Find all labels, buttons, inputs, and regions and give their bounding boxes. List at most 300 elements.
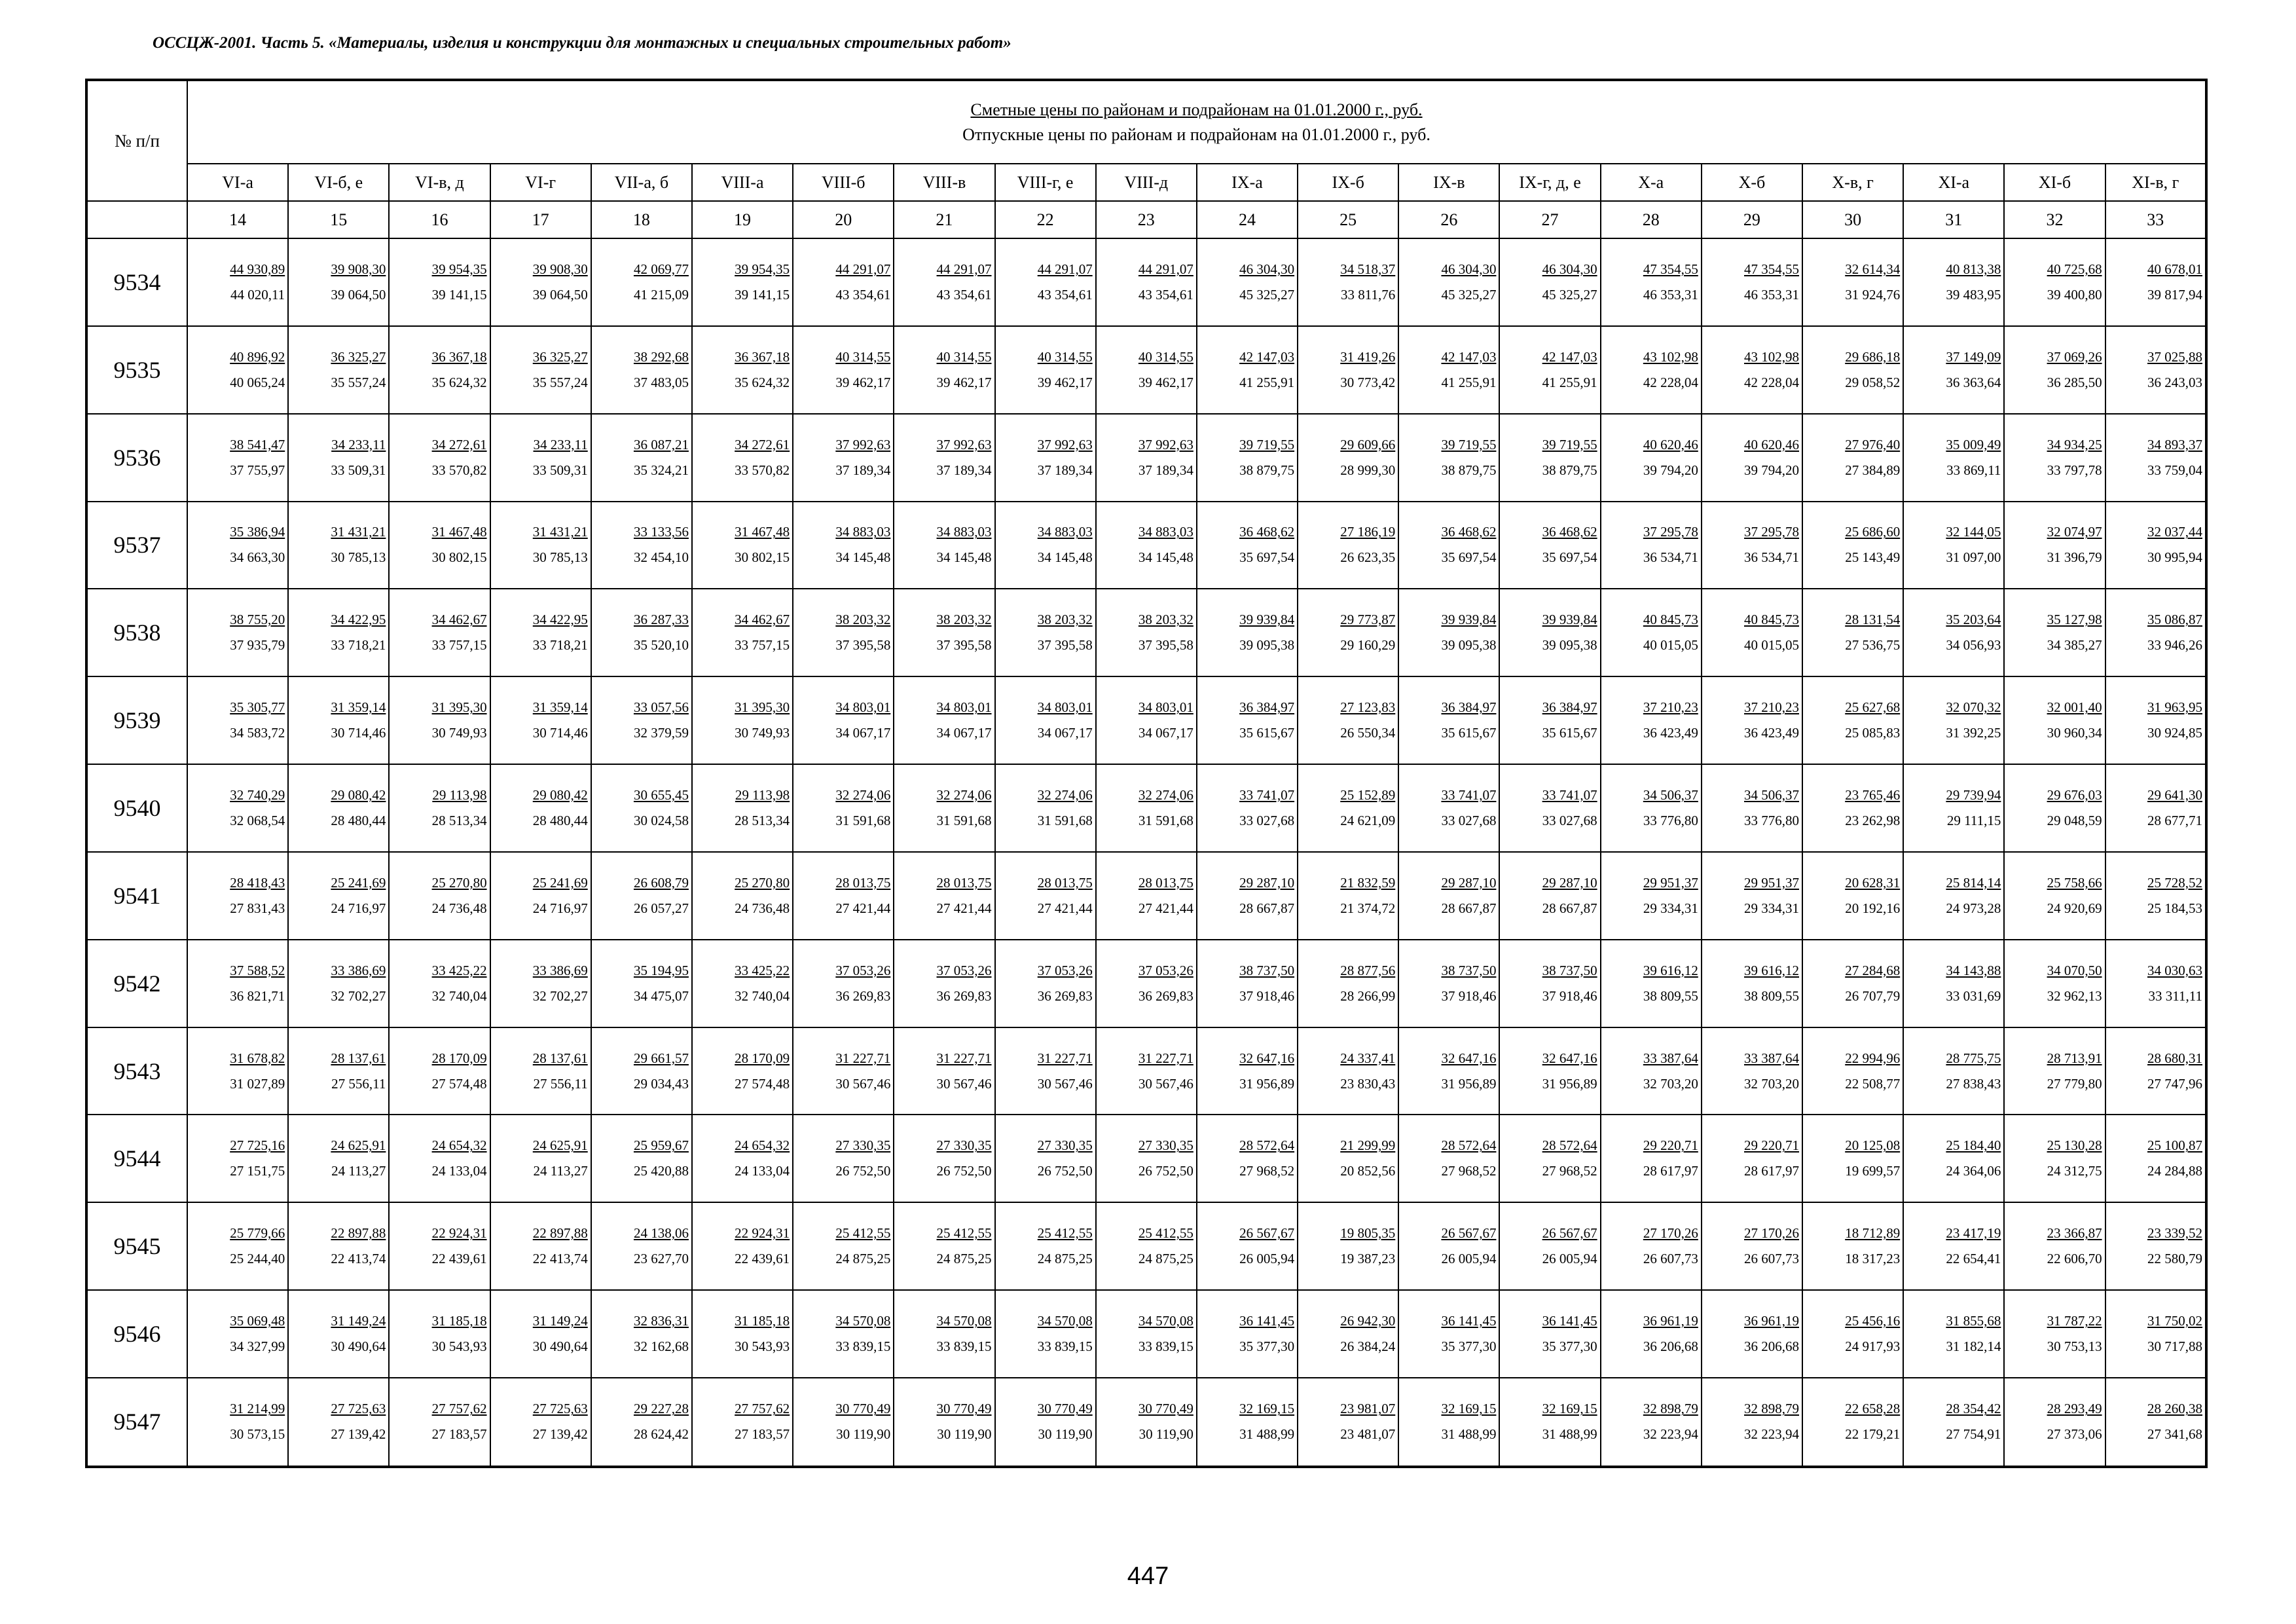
column-number: 20	[793, 201, 894, 238]
table-row	[86, 1027, 2206, 1115]
price-cell	[1903, 1027, 2004, 1115]
price-cell	[1298, 1027, 1398, 1115]
otpusknaya-price: 27 373,06	[2047, 1426, 2102, 1443]
price-cell	[490, 589, 591, 676]
otpusknaya-price: 36 243,03	[2147, 374, 2202, 390]
price-cell	[187, 676, 288, 764]
price-cell	[894, 940, 994, 1027]
smetnaya-price: 28 572,64	[1239, 1137, 1295, 1154]
price-cell	[2004, 414, 2105, 502]
otpusknaya-price: 27 421,44	[835, 900, 891, 916]
table-row	[86, 414, 2206, 502]
price-cell	[1298, 326, 1398, 414]
price-cell	[2105, 326, 2206, 414]
smetnaya-price: 22 897,88	[331, 1225, 386, 1242]
region-header: VI-а	[187, 164, 288, 201]
price-cell	[1802, 589, 1903, 676]
price-cell	[591, 676, 692, 764]
otpusknaya-price: 26 005,94	[1441, 1251, 1497, 1267]
table-row	[86, 1290, 2206, 1378]
smetnaya-price: 29 661,57	[633, 1050, 689, 1066]
price-cell	[1398, 852, 1499, 940]
region-header: XI-б	[2004, 164, 2105, 201]
smetnaya-price: 33 425,22	[735, 962, 790, 978]
otpusknaya-price: 35 624,32	[431, 374, 487, 390]
otpusknaya-price: 33 509,31	[532, 462, 588, 478]
otpusknaya-price: 27 139,42	[331, 1426, 386, 1443]
price-cell	[1802, 1115, 1903, 1202]
column-number: 24	[1197, 201, 1298, 238]
price-cell	[2004, 1027, 2105, 1115]
smetnaya-price: 18 712,89	[1845, 1225, 1901, 1242]
price-cell	[1903, 1115, 2004, 1202]
price-cell	[1903, 940, 2004, 1027]
price-cell	[1197, 764, 1298, 852]
otpusknaya-price: 26 057,27	[633, 900, 689, 916]
price-cell	[995, 940, 1096, 1027]
column-number: 27	[1499, 201, 1600, 238]
region-header: IX-г, д, е	[1499, 164, 1600, 201]
otpusknaya-price: 30 749,93	[431, 725, 487, 741]
row-id: 9535	[86, 326, 187, 414]
smetnaya-price: 32 740,29	[230, 786, 285, 803]
price-cell	[894, 1027, 994, 1115]
price-cell	[995, 1378, 1096, 1467]
smetnaya-price: 37 295,78	[1643, 524, 1698, 540]
price-cell	[591, 1027, 692, 1115]
price-cell	[389, 764, 490, 852]
otpusknaya-price: 35 557,24	[532, 374, 588, 390]
price-cell	[2105, 940, 2206, 1027]
price-cell	[793, 1202, 894, 1290]
otpusknaya-price: 34 067,17	[936, 725, 992, 741]
smetnaya-price: 29 641,30	[2147, 786, 2202, 803]
otpusknaya-price: 24 875,25	[835, 1251, 891, 1267]
otpusknaya-price: 25 085,83	[1845, 725, 1901, 741]
price-cell	[1398, 1290, 1499, 1378]
smetnaya-price: 29 739,94	[1946, 786, 2001, 803]
price-cell	[995, 1115, 1096, 1202]
smetnaya-price: 40 896,92	[230, 348, 285, 365]
otpusknaya-price: 35 377,30	[1542, 1338, 1597, 1355]
price-cell	[1903, 676, 2004, 764]
otpusknaya-price: 27 183,57	[431, 1426, 487, 1443]
smetnaya-price: 33 387,64	[1744, 1050, 1799, 1066]
otpusknaya-price: 30 573,15	[230, 1426, 285, 1443]
smetnaya-price: 44 291,07	[1037, 261, 1093, 277]
price-cell	[288, 502, 389, 589]
price-cell	[2105, 1378, 2206, 1467]
price-cell	[1298, 1378, 1398, 1467]
price-cell	[2105, 1202, 2206, 1290]
smetnaya-price: 34 233,11	[533, 436, 588, 452]
price-cell	[692, 1202, 793, 1290]
price-cell	[1702, 1290, 1802, 1378]
smetnaya-price: 44 930,89	[230, 261, 285, 277]
price-cell	[1702, 764, 1802, 852]
smetnaya-price: 27 123,83	[1340, 699, 1396, 716]
price-cell	[793, 326, 894, 414]
otpusknaya-price: 34 663,30	[230, 549, 285, 566]
otpusknaya-price: 34 145,48	[1037, 549, 1093, 566]
otpusknaya-price: 31 182,14	[1946, 1338, 2001, 1355]
smetnaya-price: 22 994,96	[1845, 1050, 1901, 1066]
smetnaya-price: 32 274,06	[1037, 786, 1093, 803]
page-number: 447	[1127, 1562, 1169, 1590]
smetnaya-price: 40 845,73	[1643, 612, 1698, 628]
otpusknaya-price: 35 697,54	[1441, 549, 1497, 566]
price-cell	[1903, 1290, 2004, 1378]
price-cell	[1802, 502, 1903, 589]
region-header: IX-а	[1197, 164, 1298, 201]
smetnaya-price: 22 924,31	[735, 1225, 790, 1242]
price-cell	[490, 1290, 591, 1378]
price-cell	[1601, 1290, 1702, 1378]
price-cell	[793, 676, 894, 764]
otpusknaya-price: 27 139,42	[532, 1426, 588, 1443]
smetnaya-price: 26 608,79	[633, 874, 689, 891]
otpusknaya-price: 28 677,71	[2147, 812, 2202, 828]
otpusknaya-price: 33 570,82	[431, 462, 487, 478]
smetnaya-price: 34 883,03	[1138, 524, 1194, 540]
smetnaya-price: 23 981,07	[1340, 1401, 1396, 1417]
otpusknaya-price: 24 875,25	[1138, 1251, 1194, 1267]
otpusknaya-price: 33 839,15	[1037, 1338, 1093, 1355]
smetnaya-price: 36 087,21	[633, 436, 689, 452]
otpusknaya-price: 26 752,50	[1037, 1163, 1093, 1179]
otpusknaya-price: 36 534,71	[1643, 549, 1698, 566]
smetnaya-price: 32 836,31	[633, 1313, 689, 1329]
table-row	[86, 852, 2206, 940]
smetnaya-price: 43 102,98	[1744, 348, 1799, 365]
smetnaya-price: 37 053,26	[936, 962, 992, 978]
column-number: 18	[591, 201, 692, 238]
smetnaya-price: 27 725,63	[331, 1401, 386, 1417]
smetnaya-price: 28 131,54	[1845, 612, 1901, 628]
otpusknaya-price: 26 752,50	[936, 1163, 992, 1179]
price-cell	[1499, 589, 1600, 676]
otpusknaya-price: 22 654,41	[1946, 1251, 2001, 1267]
otpusknaya-price: 24 736,48	[431, 900, 487, 916]
region-header: VIII-г, е	[995, 164, 1096, 201]
otpusknaya-price: 32 703,20	[1643, 1075, 1698, 1092]
otpusknaya-price: 33 311,11	[2148, 987, 2202, 1004]
otpusknaya-price: 36 269,83	[1037, 987, 1093, 1004]
table-row	[86, 676, 2206, 764]
price-cell	[389, 676, 490, 764]
table-body	[86, 238, 2206, 1467]
smetnaya-price: 30 770,49	[936, 1401, 992, 1417]
price-cell	[1702, 238, 1802, 326]
otpusknaya-price: 29 334,31	[1744, 900, 1799, 916]
table-row	[86, 1202, 2206, 1290]
smetnaya-price: 28 170,09	[735, 1050, 790, 1066]
otpusknaya-price: 32 162,68	[633, 1338, 689, 1355]
smetnaya-price: 30 655,45	[633, 786, 689, 803]
price-cell	[1298, 502, 1398, 589]
otpusknaya-price: 37 395,58	[1037, 637, 1093, 654]
smetnaya-price: 42 147,03	[1441, 348, 1497, 365]
price-cell	[1601, 414, 1702, 502]
price-cell	[288, 238, 389, 326]
smetnaya-price: 24 138,06	[633, 1225, 689, 1242]
otpusknaya-price: 36 269,83	[936, 987, 992, 1004]
column-number: 25	[1298, 201, 1398, 238]
smetnaya-price: 31 227,71	[1138, 1050, 1194, 1066]
smetnaya-price: 38 737,50	[1239, 962, 1295, 978]
price-cell	[1096, 326, 1197, 414]
region-header: VIII-б	[793, 164, 894, 201]
smetnaya-price: 40 314,55	[1037, 348, 1093, 365]
price-cell	[894, 502, 994, 589]
row-id: 9543	[86, 1027, 187, 1115]
otpusknaya-price: 34 145,48	[936, 549, 992, 566]
otpusknaya-price: 37 918,46	[1239, 987, 1295, 1004]
otpusknaya-price: 24 716,97	[331, 900, 386, 916]
price-cell	[1197, 326, 1298, 414]
price-cell	[490, 940, 591, 1027]
otpusknaya-price: 30 802,15	[735, 549, 790, 566]
otpusknaya-price: 39 462,17	[936, 374, 992, 390]
smetnaya-price: 36 367,18	[431, 348, 487, 365]
smetnaya-price: 28 877,56	[1340, 962, 1396, 978]
price-cell	[692, 414, 793, 502]
smetnaya-price: 37 149,09	[1946, 348, 2001, 365]
smetnaya-price: 34 570,08	[1037, 1313, 1093, 1329]
smetnaya-price: 31 395,30	[735, 699, 790, 716]
smetnaya-price: 31 395,30	[431, 699, 487, 716]
otpusknaya-price: 39 095,38	[1441, 637, 1497, 654]
smetnaya-price: 29 951,37	[1744, 874, 1799, 891]
otpusknaya-price: 24 716,97	[532, 900, 588, 916]
otpusknaya-price: 41 255,91	[1239, 374, 1295, 390]
smetnaya-price: 23 366,87	[2047, 1225, 2102, 1242]
price-cell	[2105, 764, 2206, 852]
price-cell	[995, 1290, 1096, 1378]
smetnaya-price: 31 227,71	[936, 1050, 992, 1066]
smetnaya-price: 27 330,35	[936, 1137, 992, 1154]
otpusknaya-price: 27 556,11	[533, 1075, 588, 1092]
smetnaya-price: 25 959,67	[633, 1137, 689, 1154]
price-cell	[1499, 1202, 1600, 1290]
otpusknaya-price: 30 024,58	[633, 812, 689, 828]
smetnaya-price: 31 431,21	[532, 524, 588, 540]
price-cell	[692, 1115, 793, 1202]
otpusknaya-price: 37 189,34	[1138, 462, 1194, 478]
otpusknaya-price: 32 702,27	[331, 987, 386, 1004]
otpusknaya-price: 29 058,52	[1845, 374, 1901, 390]
otpusknaya-price: 27 968,52	[1239, 1163, 1295, 1179]
row-id: 9541	[86, 852, 187, 940]
price-cell	[1096, 1378, 1197, 1467]
price-cell	[1398, 676, 1499, 764]
price-cell	[692, 1290, 793, 1378]
smetnaya-price: 34 462,67	[735, 612, 790, 628]
smetnaya-price: 36 468,62	[1239, 524, 1295, 540]
column-number: 16	[389, 201, 490, 238]
otpusknaya-price: 41 255,91	[1542, 374, 1597, 390]
smetnaya-price: 44 291,07	[1138, 261, 1194, 277]
smetnaya-price: 34 070,50	[2047, 962, 2102, 978]
table-row	[86, 764, 2206, 852]
smetnaya-price: 24 654,32	[735, 1137, 790, 1154]
smetnaya-price: 23 765,46	[1845, 786, 1901, 803]
smetnaya-price: 32 070,32	[1946, 699, 2001, 716]
otpusknaya-price: 37 918,46	[1542, 987, 1597, 1004]
price-cell	[1802, 1290, 1903, 1378]
price-cell	[1096, 1290, 1197, 1378]
price-cell	[1499, 326, 1600, 414]
smetnaya-price: 34 422,95	[532, 612, 588, 628]
price-cell	[894, 1115, 994, 1202]
otpusknaya-price: 31 591,68	[1138, 812, 1194, 828]
smetnaya-price: 25 412,55	[835, 1225, 891, 1242]
otpusknaya-price: 33 031,69	[1946, 987, 2001, 1004]
price-cell	[1298, 1202, 1398, 1290]
otpusknaya-price: 33 869,11	[1946, 462, 2001, 478]
otpusknaya-price: 30 567,46	[1138, 1075, 1194, 1092]
otpusknaya-price: 37 395,58	[936, 637, 992, 654]
smetnaya-price: 31 678,82	[230, 1050, 285, 1066]
otpusknaya-price: 34 056,93	[1946, 637, 2001, 654]
smetnaya-price: 22 897,88	[532, 1225, 588, 1242]
price-cell	[1499, 238, 1600, 326]
row-id: 9534	[86, 238, 187, 326]
region-header: VII-а, б	[591, 164, 692, 201]
price-cell	[490, 676, 591, 764]
smetnaya-price: 27 725,63	[532, 1401, 588, 1417]
smetnaya-price: 47 354,55	[1643, 261, 1698, 277]
smetnaya-price: 33 386,69	[532, 962, 588, 978]
otpusknaya-price: 27 384,89	[1845, 462, 1901, 478]
smetnaya-price: 27 757,62	[431, 1401, 487, 1417]
smetnaya-price: 26 942,30	[1340, 1313, 1396, 1329]
otpusknaya-price: 24 284,88	[2147, 1163, 2202, 1179]
smetnaya-price: 28 418,43	[230, 874, 285, 891]
smetnaya-price: 37 295,78	[1744, 524, 1799, 540]
table-row	[86, 589, 2206, 676]
price-cell	[389, 414, 490, 502]
smetnaya-price: 38 203,32	[1138, 612, 1194, 628]
price-cell	[2105, 1290, 2206, 1378]
smetnaya-price: 35 069,48	[230, 1313, 285, 1329]
smetnaya-price: 30 770,49	[1138, 1401, 1194, 1417]
otpusknaya-price: 35 697,54	[1542, 549, 1597, 566]
price-cell	[187, 326, 288, 414]
price-cell	[1298, 852, 1398, 940]
price-cell	[389, 1290, 490, 1378]
otpusknaya-price: 23 262,98	[1845, 812, 1901, 828]
otpusknaya-price: 36 534,71	[1744, 549, 1799, 566]
price-cell	[187, 1027, 288, 1115]
otpusknaya-price: 28 624,42	[633, 1426, 689, 1443]
otpusknaya-price: 31 488,99	[1239, 1426, 1295, 1443]
smetnaya-price: 35 127,98	[2047, 612, 2102, 628]
smetnaya-price: 25 412,55	[936, 1225, 992, 1242]
smetnaya-price: 38 203,32	[936, 612, 992, 628]
price-cell	[1702, 1378, 1802, 1467]
price-cell	[591, 1115, 692, 1202]
price-cell	[692, 676, 793, 764]
otpusknaya-price: 35 615,67	[1239, 725, 1295, 741]
smetnaya-price: 26 567,67	[1542, 1225, 1597, 1242]
smetnaya-price: 34 462,67	[431, 612, 487, 628]
otpusknaya-price: 30 749,93	[735, 725, 790, 741]
price-cell	[894, 676, 994, 764]
smetnaya-price: 37 992,63	[936, 436, 992, 452]
smetnaya-price: 32 169,15	[1239, 1401, 1295, 1417]
otpusknaya-price: 35 377,30	[1239, 1338, 1295, 1355]
smetnaya-price: 34 233,11	[331, 436, 386, 452]
price-cell	[692, 1027, 793, 1115]
otpusknaya-price: 30 924,85	[2147, 725, 2202, 741]
price-cell	[591, 852, 692, 940]
price-cell	[692, 1378, 793, 1467]
smetnaya-price: 29 080,42	[331, 786, 386, 803]
smetnaya-price: 25 241,69	[331, 874, 386, 891]
price-cell	[995, 589, 1096, 676]
otpusknaya-price: 18 317,23	[1845, 1251, 1901, 1267]
otpusknaya-price: 30 543,93	[431, 1338, 487, 1355]
otpusknaya-price: 22 413,74	[532, 1251, 588, 1267]
smetnaya-price: 24 625,91	[331, 1137, 386, 1154]
region-header: VIII-в	[894, 164, 994, 201]
smetnaya-price: 37 053,26	[1138, 962, 1194, 978]
smetnaya-price: 32 647,16	[1239, 1050, 1295, 1066]
price-cell	[1601, 326, 1702, 414]
otpusknaya-price: 28 617,97	[1744, 1163, 1799, 1179]
smetnaya-price: 36 468,62	[1542, 524, 1597, 540]
smetnaya-price: 36 141,45	[1239, 1313, 1295, 1329]
price-cell	[1903, 852, 2004, 940]
otpusknaya-price: 33 718,21	[532, 637, 588, 654]
otpusknaya-price: 36 269,83	[1138, 987, 1194, 1004]
column-number: 28	[1601, 201, 1702, 238]
smetnaya-price: 44 291,07	[936, 261, 992, 277]
otpusknaya-price: 33 811,76	[1341, 286, 1396, 303]
price-cell	[1298, 1290, 1398, 1378]
otpusknaya-price: 33 776,80	[1643, 812, 1698, 828]
otpusknaya-price: 32 454,10	[633, 549, 689, 566]
price-cell	[1499, 1027, 1600, 1115]
price-cell	[1197, 1027, 1298, 1115]
price-cell	[1702, 326, 1802, 414]
price-cell	[1903, 502, 2004, 589]
price-cell	[1398, 238, 1499, 326]
smetnaya-price: 32 144,05	[1946, 524, 2001, 540]
region-header: X-б	[1702, 164, 1802, 201]
price-cell	[1197, 1202, 1298, 1290]
price-cell	[1197, 852, 1298, 940]
price-cell	[1499, 764, 1600, 852]
price-cell	[288, 414, 389, 502]
otpusknaya-price: 27 968,52	[1542, 1163, 1597, 1179]
otpusknaya-price: 26 707,79	[1845, 987, 1901, 1004]
price-cell	[793, 1378, 894, 1467]
price-cell	[490, 852, 591, 940]
otpusknaya-price: 31 924,76	[1845, 286, 1901, 303]
smetnaya-price: 37 588,52	[230, 962, 285, 978]
otpusknaya-price: 24 133,04	[431, 1163, 487, 1179]
smetnaya-price: 37 992,63	[1037, 436, 1093, 452]
price-cell	[288, 1027, 389, 1115]
row-id: 9538	[86, 589, 187, 676]
price-cell	[1499, 940, 1600, 1027]
otpusknaya-price: 22 179,21	[1845, 1426, 1901, 1443]
running-title: ОССЦЖ-2001. Часть 5. «Материалы, изделия и конструкции для монтажных и специальных строительных работ»	[153, 34, 1011, 52]
smetnaya-price: 39 616,12	[1643, 962, 1698, 978]
price-cell	[2004, 589, 2105, 676]
